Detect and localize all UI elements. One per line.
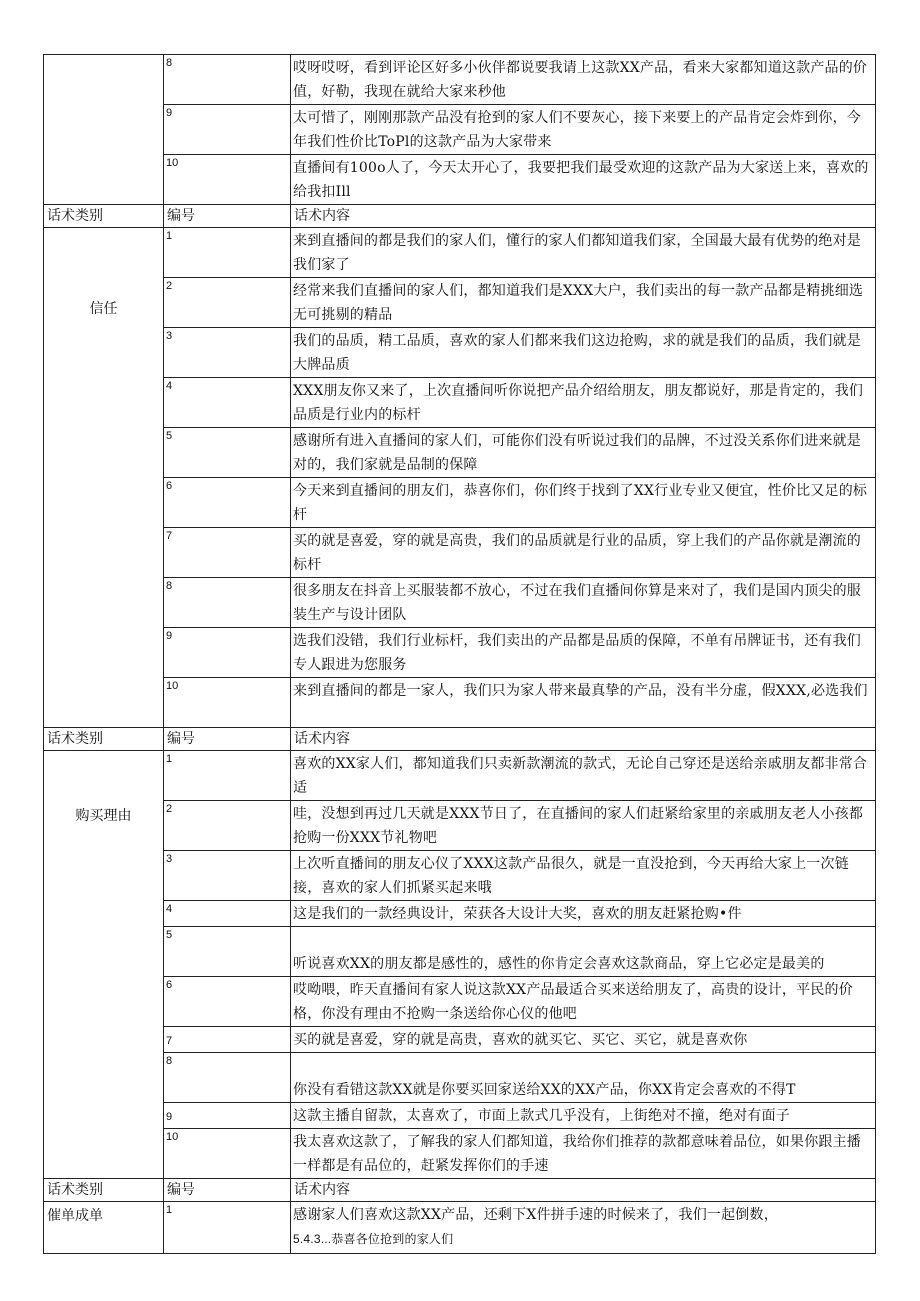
row-number: 8	[164, 1053, 291, 1103]
category-trust: 信任	[44, 228, 164, 728]
row-number: 5	[164, 927, 291, 977]
speech-script-table	[43, 54, 876, 1254]
row-number: 1	[164, 751, 291, 801]
row-content: 我们的品质，精工品质，喜欢的家人们都来我们这边抢购，求的就是我们的品质，我们就是大牌品质	[291, 328, 876, 378]
row-content-text: 你没有看错这款XX就是你要买回家送给XX的XX产品，你XX肯定会喜欢的不得T	[293, 1082, 796, 1098]
table-row	[44, 528, 876, 578]
header-content: 话术内容	[291, 205, 876, 228]
row-content-line2: 5.4.3...恭喜各位抢到的家人们	[293, 1232, 454, 1246]
row-content: 哎呀哎呀，看到评论区好多小伙伴都说要我请上这款XX产品，看来大家都知道这款产品的价值，好勒，我现在就给大家来秒他	[291, 55, 876, 105]
row-number: 7	[164, 1027, 291, 1053]
table-row	[44, 678, 876, 728]
table-row	[44, 927, 876, 977]
table-row	[44, 478, 876, 528]
row-content: 买的就是喜爱，穿的就是高贵，我们的品质就是行业的品质，穿上我们的产品你就是潮流的标杆	[291, 528, 876, 578]
row-number: 6	[164, 977, 291, 1027]
table-row	[44, 1103, 876, 1129]
header-category: 话术类别	[44, 1179, 164, 1202]
table-row	[44, 278, 876, 328]
row-content	[291, 927, 876, 977]
header-row	[44, 1179, 876, 1202]
row-number: 9	[164, 105, 291, 155]
table-row	[44, 228, 876, 278]
table-row	[44, 105, 876, 155]
row-content-line1: 感谢家人们喜欢这款XX产品，还剩下X件拼手速的时候来了，我们一起倒数，	[293, 1207, 778, 1223]
table-row	[44, 578, 876, 628]
table-row	[44, 328, 876, 378]
row-number: 3	[164, 328, 291, 378]
category-closing: 催单成单	[44, 1202, 164, 1254]
row-content: 喜欢的XX家人们，都知道我们只卖新款潮流的款式，无论自己穿还是送给亲戚朋友都非常合适	[291, 751, 876, 801]
row-content-text: 听说喜欢XX的朋友都是感性的，感性的你肯定会喜欢这款商品，穿上它必定是最美的	[293, 956, 825, 972]
row-content: 上次听直播间的朋友心仪了XXX这款产品很久，就是一直没抢到，今天再给大家上一次链接，喜欢的家人们抓紧买起来哦	[291, 851, 876, 901]
row-content: XXX朋友你又来了，上次直播间听你说把产品介绍给朋友，朋友都说好，那是肯定的，我们品质是行业内的标杆	[291, 378, 876, 428]
table-row	[44, 851, 876, 901]
row-content: 太可惜了，刚刚那款产品没有抢到的家人们不要灰心，接下来要上的产品肯定会炸到你，今年我们性价比ToPl的这款产品为大家带来	[291, 105, 876, 155]
row-number: 6	[164, 478, 291, 528]
row-content: 直播间有100o人了，今天太开心了，我要把我们最受欢迎的这款产品为大家送上来，喜欢的给我扣Ill	[291, 155, 876, 205]
row-number: 4	[164, 901, 291, 927]
row-number: 7	[164, 528, 291, 578]
table-row	[44, 628, 876, 678]
row-number: 8	[164, 578, 291, 628]
header-category: 话术类别	[44, 728, 164, 751]
table-row	[44, 751, 876, 801]
row-number: 10	[164, 155, 291, 205]
table-row	[44, 55, 876, 105]
header-number: 编号	[164, 728, 291, 751]
header-row	[44, 205, 876, 228]
row-content: 哇，没想到再过几天就是XXX节日了，在直播间的家人们赶紧给家里的亲戚朋友老人小孩都抢购一份XXX节礼物吧	[291, 801, 876, 851]
row-content: 很多朋友在抖音上买服装都不放心，不过在我们直播间你算是来对了，我们是国内顶尖的服装生产与设计团队	[291, 578, 876, 628]
row-number: 1	[164, 1202, 291, 1254]
row-content: 今天来到直播间的朋友们，恭喜你们，你们终于找到了XX行业专业又便宜，性价比又足的标杆	[291, 478, 876, 528]
table-row	[44, 1027, 876, 1053]
row-content: 这是我们的一款经典设计，荣获各大设计大奖，喜欢的朋友赶紧抢购•件	[291, 901, 876, 927]
row-content: 选我们没错，我们行业标杆，我们卖出的产品都是品质的保障，不单有吊牌证书，还有我们专人跟进为您服务	[291, 628, 876, 678]
row-number: 3	[164, 851, 291, 901]
header-content: 话术内容	[291, 728, 876, 751]
header-number: 编号	[164, 1179, 291, 1202]
row-number: 4	[164, 378, 291, 428]
table-row	[44, 1053, 876, 1103]
category-purchase-reason: 购买理由	[44, 751, 164, 1179]
table-row	[44, 1129, 876, 1179]
row-content: 经常来我们直播间的家人们，都知道我们是XXX大户，我们卖出的每一款产品都是精挑细选无可挑剔的精品	[291, 278, 876, 328]
row-content: 哎呦喂，昨天直播间有家人说这款XX产品最适合买来送给朋友了，高贵的设计，平民的价格，你没有理由不抢购一条送给你心仪的他吧	[291, 977, 876, 1027]
row-number: 10	[164, 1129, 291, 1179]
table-row	[44, 155, 876, 205]
header-category: 话术类别	[44, 205, 164, 228]
row-number: 9	[164, 628, 291, 678]
row-content	[291, 1202, 876, 1254]
header-number: 编号	[164, 205, 291, 228]
table-row	[44, 378, 876, 428]
row-number: 2	[164, 278, 291, 328]
header-row	[44, 728, 876, 751]
row-content: 来到直播间的都是一家人，我们只为家人带来最真挚的产品，没有半分虚，假XXX,必选我们	[291, 678, 876, 728]
row-number: 1	[164, 228, 291, 278]
row-content	[291, 1053, 876, 1103]
table-row	[44, 428, 876, 478]
table-row	[44, 977, 876, 1027]
row-content: 这款主播自留款，太喜欢了，市面上款式几乎没有，上街绝对不撞，绝对有面子	[291, 1103, 876, 1129]
row-number: 2	[164, 801, 291, 851]
table-row	[44, 1202, 876, 1254]
header-content: 话术内容	[291, 1179, 876, 1202]
row-content: 感谢所有进入直播间的家人们，可能你们没有听说过我们的品牌，不过没关系你们进来就是对的，我们家就是品制的保障	[291, 428, 876, 478]
category-cell	[44, 55, 164, 205]
row-number: 5	[164, 428, 291, 478]
row-number: 10	[164, 678, 291, 728]
row-number: 8	[164, 55, 291, 105]
row-content: 来到直播间的都是我们的家人们，懂行的家人们都知道我们家，全国最大最有优势的绝对是我们家了	[291, 228, 876, 278]
row-content: 买的就是喜爱，穿的就是高贵，喜欢的就买它、买它、买它，就是喜欢你	[291, 1027, 876, 1053]
table-row	[44, 901, 876, 927]
table-row	[44, 801, 876, 851]
row-number: 9	[164, 1103, 291, 1129]
row-content: 我太喜欢这款了，了解我的家人们都知道，我给你们推荐的款都意味着品位，如果你跟主播一样都是有品位的，赶紧发挥你们的手速	[291, 1129, 876, 1179]
